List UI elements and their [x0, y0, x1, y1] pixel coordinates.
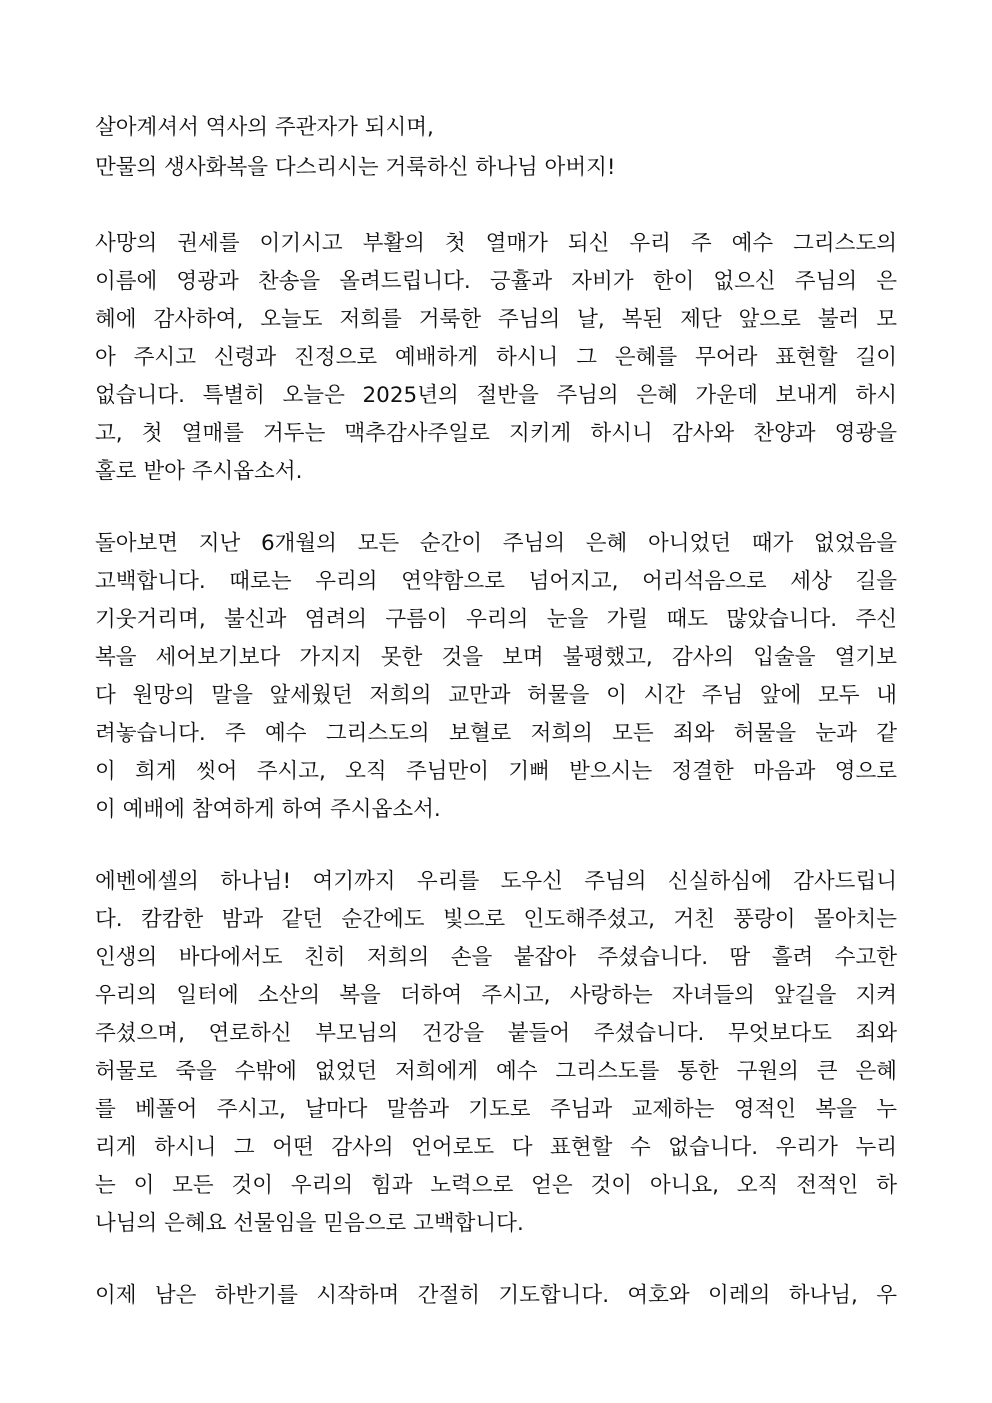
paragraph-line: 리게 하시니 그 어떤 감사의 언어로도 다 표현할 수 없습니다. 우리가 누리 [95, 1135, 897, 1160]
paragraph-line: 홀로 받아 주시옵소서. [95, 459, 303, 484]
paragraph-line: 려놓습니다. 주 예수 그리스도의 보혈로 저희의 모든 죄와 허물을 눈과 같 [95, 721, 897, 746]
paragraph-line: 이름에 영광과 찬송을 올려드립니다. 긍휼과 자비가 한이 없으신 주님의 은 [95, 269, 897, 294]
paragraph-line: 다. 캄캄한 밤과 같던 순간에도 빛으로 인도해주셨고, 거친 풍랑이 몰아치는 [95, 907, 897, 932]
paragraph-line: 돌아보면 지난 6개월의 모든 순간이 주님의 은혜 아니었던 때가 없었음을 [95, 531, 897, 556]
paragraph-line: 복을 세어보기보다 가지지 못한 것을 보며 불평했고, 감사의 입술을 열기보 [95, 645, 897, 670]
paragraph-line: 인생의 바다에서도 친히 저희의 손을 붙잡아 주셨습니다. 땀 흘려 수고한 [95, 945, 897, 970]
paragraph-line: 이제 남은 하반기를 시작하며 간절히 기도합니다. 여호와 이레의 하나님, 우 [95, 1283, 897, 1308]
paragraph-line: 아 주시고 신령과 진정으로 예배하게 하시니 그 은혜를 무어라 표현할 길이 [95, 345, 897, 370]
paragraph-line: 에벤에셀의 하나님! 여기까지 우리를 도우신 주님의 신실하심에 감사드립니 [95, 869, 897, 894]
paragraph-line: 를 베풀어 주시고, 날마다 말씀과 기도로 주님과 교제하는 영적인 복을 누 [95, 1097, 897, 1122]
paragraph-line: 이 예배에 참여하게 하여 주시옵소서. [95, 797, 441, 822]
paragraph-line: 주셨으며, 연로하신 부모님의 건강을 붙들어 주셨습니다. 무엇보다도 죄와 [95, 1021, 897, 1046]
paragraph-line: 기웃거리며, 불신과 염려의 구름이 우리의 눈을 가릴 때도 많았습니다. 주신 [95, 607, 897, 632]
greeting-line: 살아계셔서 역사의 주관자가 되시며, [95, 115, 434, 140]
paragraph-line: 사망의 권세를 이기시고 부활의 첫 열매가 되신 우리 주 예수 그리스도의 [95, 231, 897, 256]
paragraph-line: 고백합니다. 때로는 우리의 연약함으로 넘어지고, 어리석음으로 세상 길을 [95, 569, 897, 594]
paragraph-line: 나님의 은혜요 선물임을 믿음으로 고백합니다. [95, 1211, 524, 1236]
paragraph-line: 우리의 일터에 소산의 복을 더하여 주시고, 사랑하는 자녀들의 앞길을 지켜 [95, 983, 897, 1008]
paragraph-line: 혜에 감사하여, 오늘도 저희를 거룩한 주님의 날, 복된 제단 앞으로 불러 모 [95, 307, 897, 332]
paragraph-line: 허물로 죽을 수밖에 없었던 저희에게 예수 그리스도를 통한 구원의 큰 은혜 [95, 1059, 897, 1084]
paragraph-line: 다 원망의 말을 앞세웠던 저희의 교만과 허물을 이 시간 주님 앞에 모두 내 [95, 683, 897, 708]
greeting-line: 만물의 생사화복을 다스리시는 거룩하신 하나님 아버지! [95, 155, 616, 180]
paragraph-line: 고, 첫 열매를 거두는 맥추감사주일로 지키게 하시니 감사와 찬양과 영광을 [95, 421, 897, 446]
paragraph-line: 없습니다. 특별히 오늘은 2025년의 절반을 주님의 은혜 가운데 보내게 하시 [95, 383, 897, 408]
paragraph-line: 는 이 모든 것이 우리의 힘과 노력으로 얻은 것이 아니요, 오직 전적인 하 [95, 1173, 897, 1198]
paragraph-line: 이 희게 씻어 주시고, 오직 주님만이 기뻐 받으시는 정결한 마음과 영으로 [95, 759, 897, 784]
